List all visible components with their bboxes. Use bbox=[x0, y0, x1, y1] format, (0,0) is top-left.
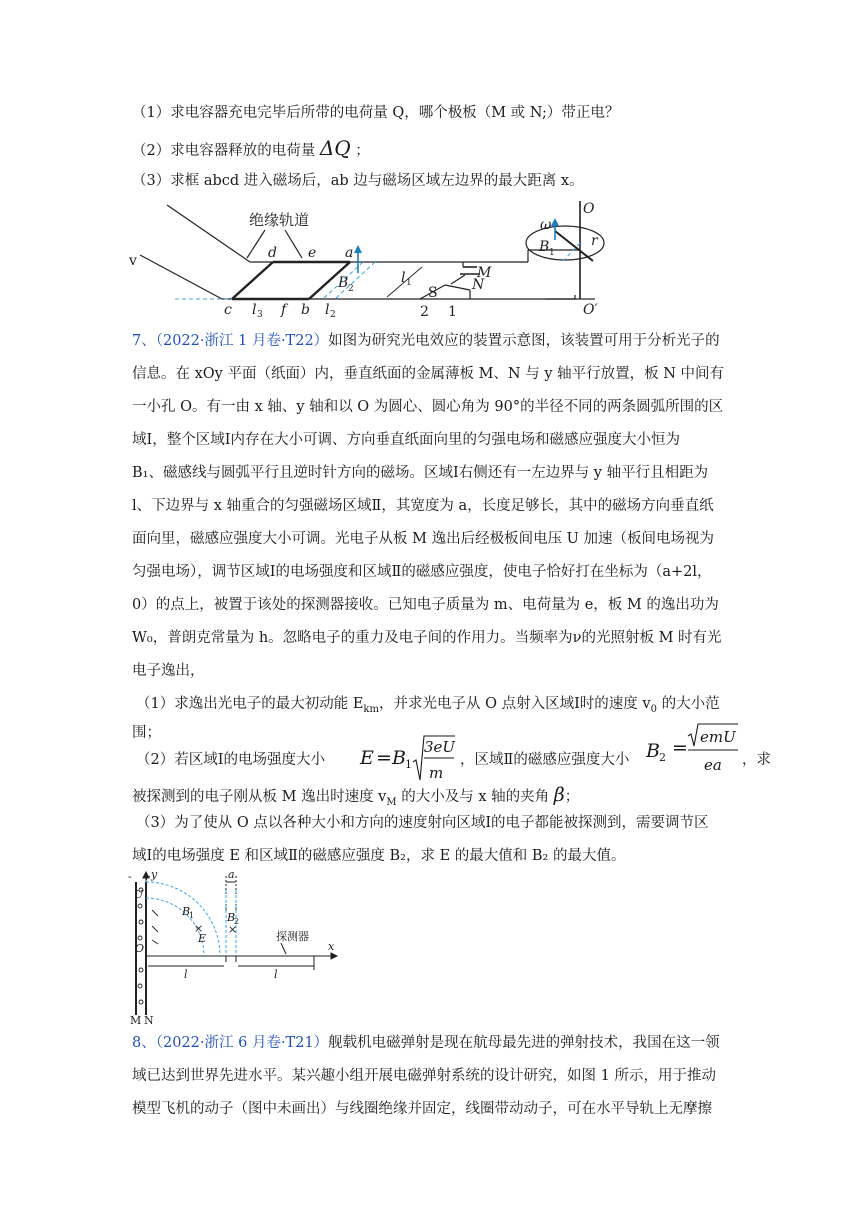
fig2-cross-b2: × bbox=[228, 923, 238, 936]
q7-text-1: 如图为研究光电效应的装置示意图，该装置可用于分析光子的 bbox=[328, 333, 720, 349]
q7-line-4: 域Ⅰ，整个区域Ⅰ内存在大小可调、方向垂直纸面向里的匀强电场和磁感应强度大小恒为 bbox=[132, 432, 680, 448]
figure-photoelectric bbox=[126, 870, 341, 1025]
q6-item-2 bbox=[132, 137, 370, 162]
fig2-cross-e: × bbox=[194, 922, 204, 935]
q8-number: 8、 bbox=[132, 1035, 156, 1051]
q7-source: （2022·浙江 1 月卷·T22） bbox=[155, 333, 329, 349]
q7-line-7: 面向里，磁感应强度大小可调。光电子从板 M 逸出后经极板间电压 U 加速（板间电场视为 bbox=[132, 531, 715, 547]
q8-line-3: 模型飞机的动子（图中未画出）与线圈绝缘并固定，线圈带动动子，可在水平导轨上无摩擦 bbox=[132, 1101, 712, 1117]
fig2-minus: - bbox=[128, 870, 132, 883]
q7-sub2-e: 的大小及与 x 轴的夹角 bbox=[396, 789, 550, 805]
label-e: e bbox=[308, 245, 317, 261]
label-b: b bbox=[301, 302, 310, 318]
q7-line-11: 电子逸出， bbox=[132, 663, 205, 679]
label-omega: ω bbox=[540, 217, 552, 233]
fig2-e: E bbox=[198, 932, 207, 945]
q7-line-9: 0）的点上，被置于该处的探测器接收。已知电子质量为 m、电荷量为 e，板 M 的逸出功为 bbox=[132, 597, 719, 613]
formula-e-field bbox=[358, 728, 456, 788]
q7-sub3-line-2: 域Ⅰ的电场强度 E 和区域Ⅱ的磁感应强度 B₂，求 E 的最大值和 B₂ 的最大值。 bbox=[132, 848, 626, 864]
formula-e-b: B bbox=[392, 747, 406, 769]
q7-sub1-line-1 bbox=[136, 693, 720, 721]
formula-b2-sub: 2 bbox=[659, 751, 666, 764]
label-c: c bbox=[224, 302, 232, 318]
label-r: r bbox=[591, 233, 598, 249]
label-l3: l bbox=[252, 302, 257, 318]
formula-e-numerator: 3eU bbox=[424, 738, 456, 756]
fig2-u: U bbox=[134, 888, 144, 901]
label-a: a bbox=[345, 245, 354, 261]
fig2-l-2: l bbox=[274, 968, 278, 981]
label-insulated-track: 绝缘轨道 bbox=[249, 211, 310, 229]
q7-number: 7、 bbox=[132, 333, 156, 349]
q7-sub1-c: 的大小范 bbox=[656, 696, 720, 712]
fig2-a: a bbox=[228, 870, 235, 881]
label-o: O bbox=[583, 201, 595, 217]
rail-lower-slant bbox=[140, 255, 222, 299]
q7-sub2-d: 被探测到的电子刚从板 M 逸出时速度 v bbox=[132, 789, 387, 805]
formula-b2-symbol: B bbox=[646, 740, 660, 762]
q7-line-1 bbox=[132, 330, 720, 352]
label-l2: l bbox=[325, 302, 330, 318]
label-o-prime: O′ bbox=[583, 302, 598, 318]
fig2-plus: + bbox=[142, 870, 152, 883]
label-l1-sub: 1 bbox=[406, 278, 412, 288]
formula-b2-denominator: ea bbox=[704, 756, 722, 774]
q8-line-2: 域已达到世界先进水平。某兴趣小组开展电磁弹射系统的设计研究，如图 1 所示，用于推动 bbox=[132, 1068, 716, 1084]
formula-b2-value bbox=[684, 720, 740, 780]
label-1: 1 bbox=[448, 304, 457, 320]
fig2-x: x bbox=[328, 940, 335, 953]
label-l2-sub: 2 bbox=[330, 310, 336, 320]
fig2-detector-label: 探测器 bbox=[276, 930, 309, 943]
formula-b2-numerator: emU bbox=[700, 728, 736, 746]
label-n: N bbox=[472, 277, 485, 293]
label-v: v bbox=[129, 253, 137, 269]
q7-line-2: 信息。在 xOy 平面（纸面）内，垂直纸面的金属薄板 M、N 与 y 轴平行放置，板 N 中间有 bbox=[132, 366, 725, 382]
label-b1-sub: 1 bbox=[549, 248, 555, 258]
q6-item-3: （3）求框 abcd 进入磁场后，ab 边与磁场区域左边界的最大距离 x。 bbox=[132, 173, 584, 189]
q8-text-1: 舰载机电磁弹射是现在航母最先进的弹射技术，我国在这一领 bbox=[328, 1035, 720, 1051]
fig2-y: y bbox=[151, 870, 158, 881]
q6-item-2-text: （2）求电容器释放的电荷量 bbox=[132, 143, 316, 159]
fig2-o: O bbox=[135, 942, 145, 955]
formula-e-equals: = bbox=[376, 747, 392, 769]
q7-sub1-km: km bbox=[363, 703, 379, 715]
figure-rail-circuit bbox=[125, 195, 615, 321]
q6-item-1: （1）求电容器充电完毕后所带的电荷量 Q，哪个极板（M 或 N;）带正电？ bbox=[132, 105, 620, 121]
fig2-m: M bbox=[130, 1014, 142, 1025]
formula-e-b-sub: 1 bbox=[405, 758, 412, 771]
label-2: 2 bbox=[420, 304, 429, 320]
label-b1: B bbox=[539, 239, 550, 255]
q7-line-3: 一小孔 O。有一由 x 轴、y 轴和以 O 为圆心、圆心角为 90°的半径不同的两条圆弧所围的区 bbox=[132, 399, 724, 415]
label-l1: l bbox=[401, 270, 406, 286]
beta-symbol: β bbox=[553, 784, 565, 806]
q7-sub1-line-2: 围； bbox=[132, 725, 161, 741]
fig2-b2: B bbox=[227, 911, 236, 924]
delta-q-symbol: ΔQ bbox=[319, 136, 351, 160]
formula-e-denominator: m bbox=[429, 764, 444, 782]
q7-sub2-line-2 bbox=[132, 784, 579, 814]
q7-sub2-text-b: ，区域Ⅱ的磁感应强度大小 bbox=[460, 752, 630, 768]
label-b2-sub: 2 bbox=[348, 284, 354, 294]
label-f: f bbox=[281, 302, 287, 318]
label-s: S bbox=[428, 285, 438, 301]
label-m: M bbox=[477, 265, 492, 281]
label-l3-sub: 3 bbox=[257, 310, 263, 320]
fig2-n: N bbox=[144, 1014, 154, 1025]
q7-sub2-text-c: ，求 bbox=[742, 752, 771, 768]
q6-item-2-end: ； bbox=[355, 143, 370, 159]
q7-sub1-b: ，并求光电子从 O 点射入区域Ⅰ时的速度 v bbox=[378, 696, 651, 712]
q7-line-10: W₀，普朗克常量为 h。忽略电子的重力及电子间的作用力。当频率为ν的光照射板 M 时有光 bbox=[132, 630, 722, 646]
fig2-b1-sub: 1 bbox=[189, 911, 195, 920]
q7-sub3-line-1: （3）为了使从 O 点以各种大小和方向的速度射向区域Ⅰ的电子都能被探测到，需要调节区 bbox=[136, 815, 709, 831]
q7-sub1-0: 0 bbox=[650, 703, 657, 715]
q7-sub2-text-a: （2）若区域Ⅰ的电场强度大小 bbox=[136, 752, 325, 768]
rail-upper-slant bbox=[167, 205, 250, 262]
q7-line-8: 匀强电场），调节区域Ⅰ的电场强度和区域Ⅱ的磁感应强度，使电子恰好打在坐标为（a+2l， bbox=[132, 564, 712, 580]
fig2-b1: B bbox=[182, 905, 191, 918]
q7-sub2-f: ； bbox=[564, 789, 580, 805]
q8-source: （2022·浙江 6 月卷·T21） bbox=[155, 1035, 329, 1051]
label-d: d bbox=[268, 245, 277, 261]
formula-e-symbol: E bbox=[360, 747, 374, 769]
q8-line-1 bbox=[132, 1032, 720, 1054]
q7-sub2-m: M bbox=[386, 796, 397, 808]
formula-b2-equals: = bbox=[672, 737, 688, 759]
label-b2: B bbox=[338, 275, 349, 291]
q7-line-5: B₁、磁感线与圆弧平行且逆时针方向的磁场。区域Ⅰ右侧还有一左边界与 y 轴平行且相距为 bbox=[132, 465, 709, 481]
fig2-b2-sub: 2 bbox=[234, 917, 240, 926]
q7-sub1-a: （1）求逸出光电子的最大初动能 E bbox=[136, 696, 364, 712]
fig2-l-1: l bbox=[184, 968, 188, 981]
q7-line-6: l、下边界与 x 轴重合的匀强磁场区域Ⅱ，其宽度为 a，长度足够长，其中的磁场方向垂直纸 bbox=[132, 498, 714, 514]
